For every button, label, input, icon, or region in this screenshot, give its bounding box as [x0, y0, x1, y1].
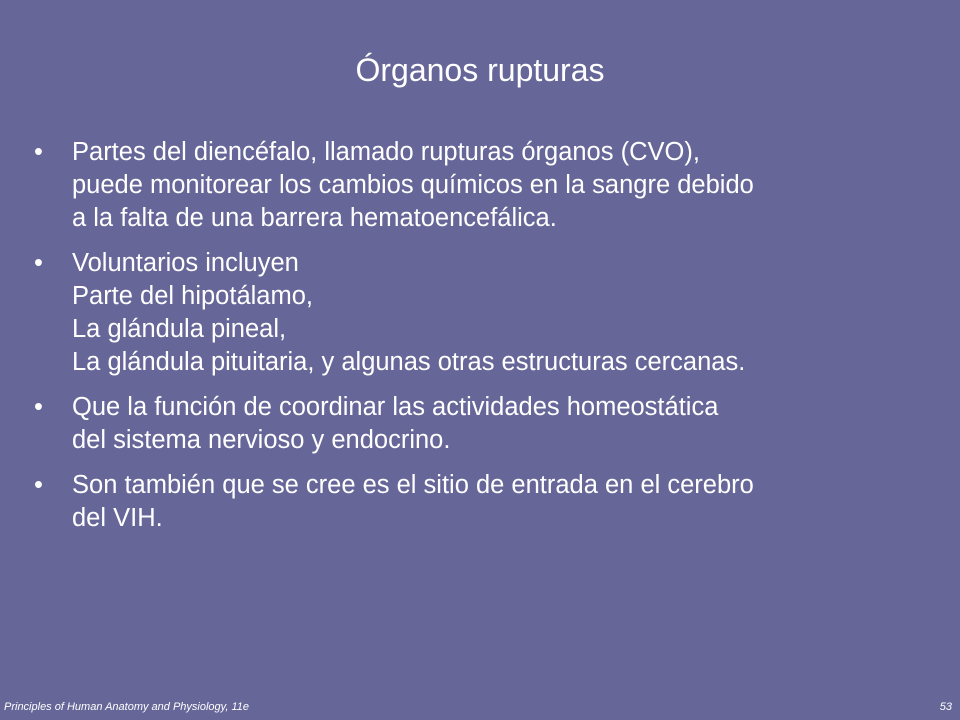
bullet-text-line: del VIH.: [72, 504, 163, 532]
bullet-text-line: Voluntarios incluyen: [72, 249, 299, 277]
bullet-item: [34, 247, 924, 379]
page-number: 53: [939, 701, 952, 713]
bullet-item: [34, 391, 924, 457]
bullet-icon: •: [34, 471, 43, 499]
bullet-text-line: Parte del hipotálamo,: [72, 282, 313, 310]
bullet-text-line: Son también que se cree es el sitio de entrada en el cerebro: [72, 471, 754, 499]
bullet-icon: •: [34, 393, 43, 421]
bullet-item: [34, 469, 924, 535]
bullet-text-line: del sistema nervioso y endocrino.: [72, 426, 451, 454]
bullet-icon: •: [34, 138, 43, 166]
bullet-text-line: Que la función de coordinar las actividades homeostática: [72, 393, 719, 421]
bullet-list: [34, 136, 924, 547]
bullet-item: [34, 136, 924, 235]
bullet-text-line: La glándula pituitaria, y algunas otras estructuras cercanas.: [72, 348, 746, 376]
bullet-text-line: La glándula pineal,: [72, 315, 287, 343]
bullet-text-line: puede monitorear los cambios químicos en la sangre debido: [72, 171, 754, 199]
bullet-text-line: Partes del diencéfalo, llamado rupturas órganos (CVO),: [72, 138, 700, 166]
bullet-icon: •: [34, 249, 43, 277]
footer-source: Principles of Human Anatomy and Physiology, 11e: [4, 701, 249, 713]
slide-title: Órganos rupturas: [355, 52, 605, 88]
bullet-text-line: a la falta de una barrera hematoencefálica.: [72, 204, 557, 232]
